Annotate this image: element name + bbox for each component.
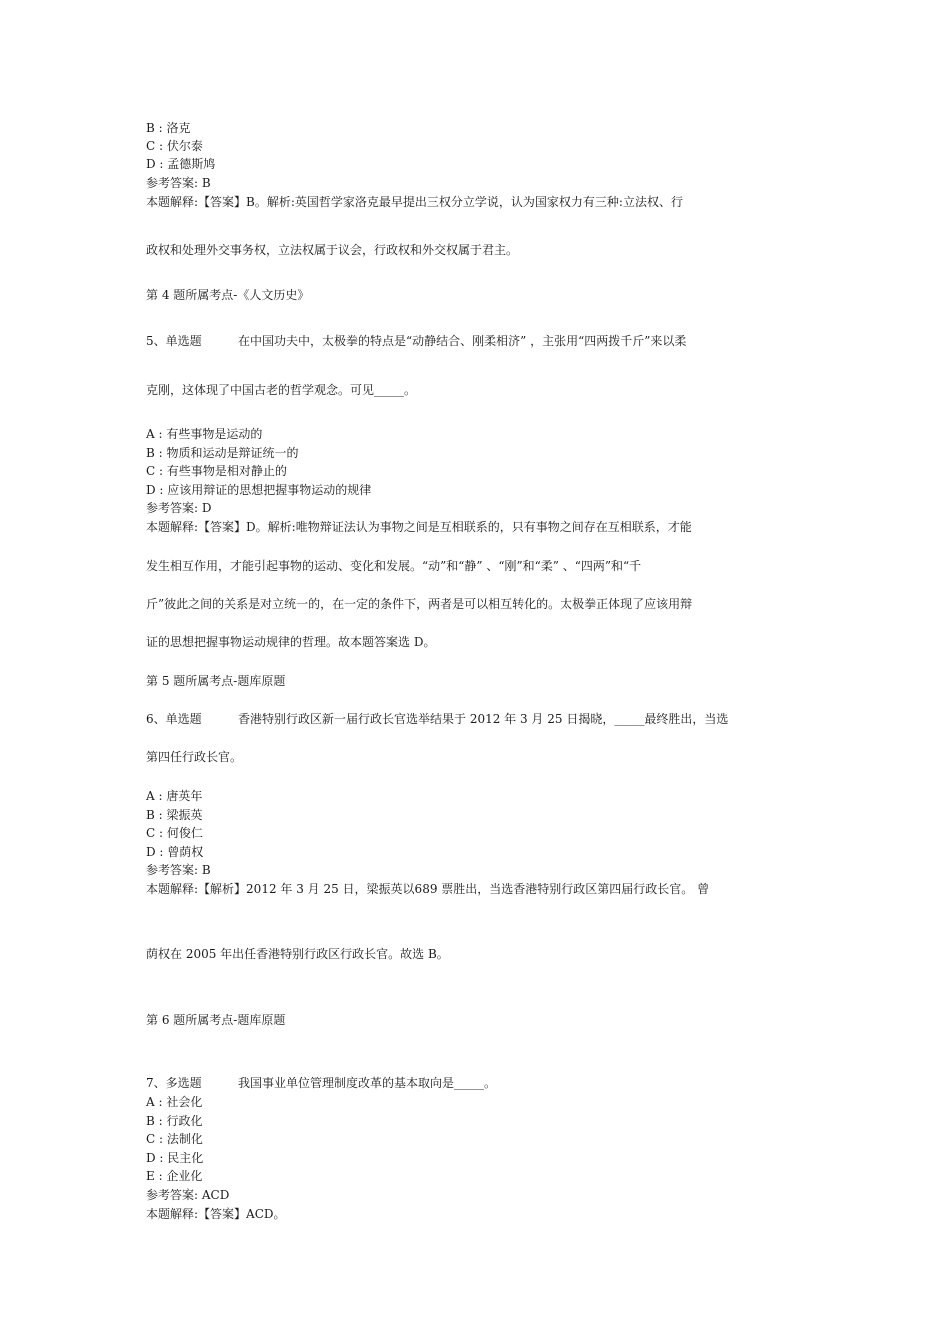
option-a: A : 社会化 bbox=[146, 1095, 203, 1109]
explanation-line: 本题解释:【答案】B。解析:英国哲学家洛克最早提出三权分立学说，认为国家权力有三种:立法权、行 bbox=[146, 195, 683, 209]
option-a: A : 唐英年 bbox=[146, 789, 203, 803]
option-b: B : 梁振英 bbox=[146, 808, 203, 822]
explanation-line: 斤”彼此之间的关系是对立统一的，在一定的条件下，两者是可以相互转化的。太极拳正体现了应该用辩 bbox=[146, 597, 693, 611]
option-d: D : 应该用辩证的思想把握事物运动的规律 bbox=[146, 483, 372, 497]
question-type: 5、单选题 bbox=[146, 334, 202, 348]
option-c: C : 有些事物是相对静止的 bbox=[146, 464, 287, 478]
question-type: 7、多选题 bbox=[146, 1076, 202, 1090]
option-c: C : 伏尔泰 bbox=[146, 139, 203, 153]
option-b: B : 物质和运动是辩证统一的 bbox=[146, 446, 299, 460]
option-d: D : 曾荫权 bbox=[146, 845, 204, 859]
option-c: C : 何俊仁 bbox=[146, 826, 203, 840]
explanation-line: 本题解释:【解析】2012 年 3 月 25 日，梁振英以689 票胜出，当选香港特别行政区第四届行政长官。 曾 bbox=[146, 882, 710, 896]
explanation-line: 本题解释:【答案】D。解析:唯物辩证法认为事物之间是互相联系的，只有事物之间存在互相联系，才能 bbox=[146, 520, 692, 534]
explanation-line: 本题解释:【答案】ACD。 bbox=[146, 1207, 286, 1221]
explanation-line: 荫权在 2005 年出任香港特别行政区行政长官。故选 B。 bbox=[146, 947, 449, 961]
reference-answer: 参考答案: ACD bbox=[146, 1188, 230, 1202]
topic-note: 第 6 题所属考点-题库原题 bbox=[146, 1013, 286, 1027]
question-stem bbox=[146, 333, 686, 349]
question-text: 我国事业单位管理制度改革的基本取向是_____。 bbox=[238, 1076, 497, 1090]
question-type: 6、单选题 bbox=[146, 712, 202, 726]
option-d: D : 民主化 bbox=[146, 1151, 204, 1165]
question-text: 克刚，这体现了中国古老的哲学观念。可见_____。 bbox=[146, 383, 417, 397]
option-a: A : 有些事物是运动的 bbox=[146, 427, 263, 441]
reference-answer: 参考答案: B bbox=[146, 176, 211, 190]
topic-note: 第 5 题所属考点-题库原题 bbox=[146, 674, 286, 688]
reference-answer: 参考答案: D bbox=[146, 501, 212, 515]
question-text: 香港特别行政区新一届行政长官选举结果于 2012 年 3 月 25 日揭晓，_____最终胜出，当选 bbox=[238, 712, 729, 726]
option-b: B : 行政化 bbox=[146, 1114, 203, 1128]
explanation-line: 发生相互作用，才能引起事物的运动、变化和发展。“动”和“静” 、“刚”和“柔” 、“四两”和“千 bbox=[146, 559, 642, 573]
option-d: D : 孟德斯鸠 bbox=[146, 157, 216, 171]
explanation-line: 政权和处理外交事务权，立法权属于议会，行政权和外交权属于君主。 bbox=[146, 243, 519, 257]
question-stem bbox=[146, 1075, 496, 1091]
option-e: E : 企业化 bbox=[146, 1169, 203, 1183]
option-c: C : 法制化 bbox=[146, 1132, 203, 1146]
question-text: 在中国功夫中，太极拳的特点是“动静结合、刚柔相济” ，主张用“四两拨千斤”来以柔 bbox=[238, 334, 687, 348]
topic-note: 第 4 题所属考点-《人文历史》 bbox=[146, 288, 310, 302]
reference-answer: 参考答案: B bbox=[146, 863, 211, 877]
explanation-line: 证的思想把握事物运动规律的哲理。故本题答案选 D。 bbox=[146, 635, 436, 649]
question-text: 第四任行政长官。 bbox=[146, 750, 243, 764]
option-b: B : 洛克 bbox=[146, 121, 191, 135]
question-stem bbox=[146, 711, 728, 727]
